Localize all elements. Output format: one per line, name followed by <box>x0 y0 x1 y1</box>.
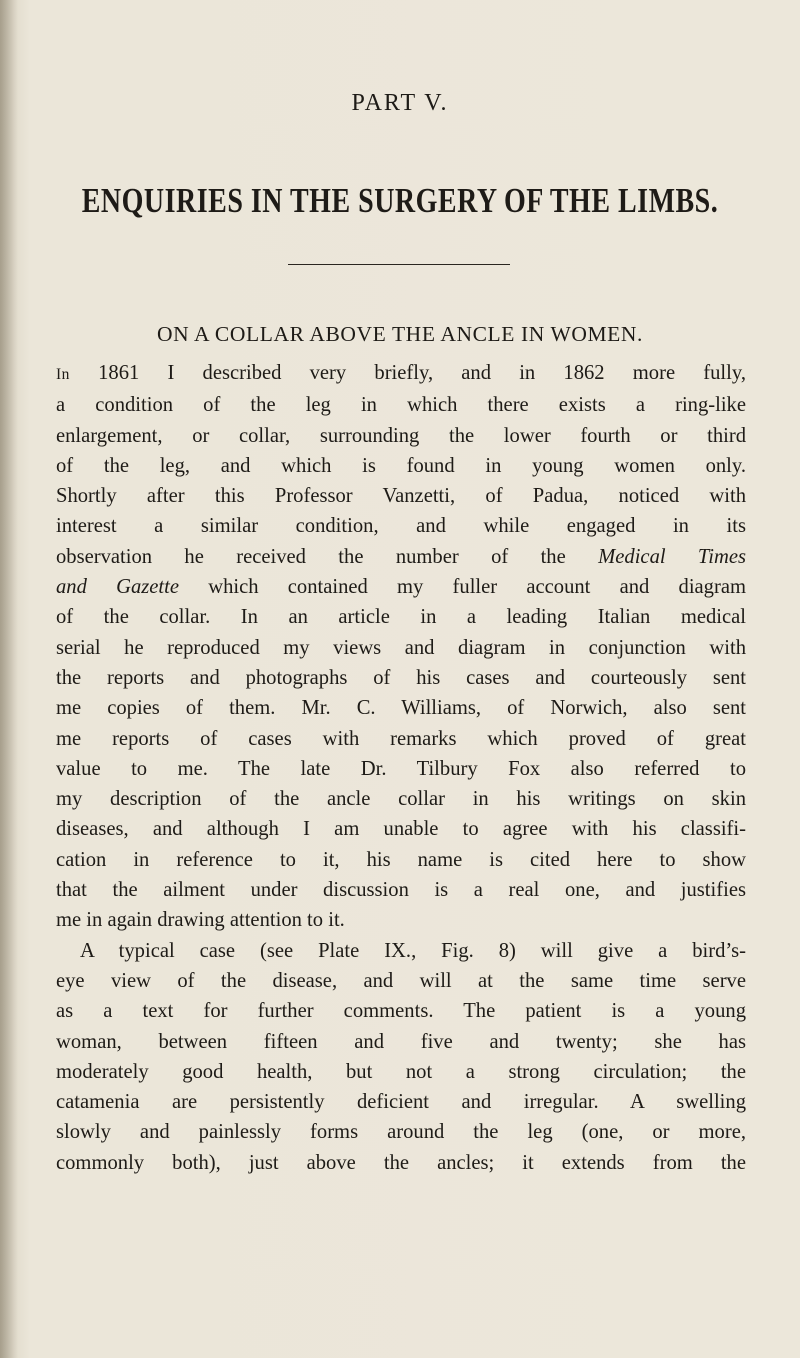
text-line: the reports and photographs of his cases and courteously sent <box>56 666 746 689</box>
text-line: In 1861 I described very briefly, and in 1862 more fully, <box>56 362 746 384</box>
text-line: as a text for further comments. The patient is a young <box>56 1000 746 1023</box>
body-text <box>56 358 746 1178</box>
text-line: slowly and painlessly forms around the leg (one, or more, <box>56 1121 746 1144</box>
text-line: and Gazette which contained my fuller account and diagram <box>56 576 746 599</box>
title-divider-rule <box>288 264 510 265</box>
text-line: that the ailment under discussion is a real one, and justifies <box>56 879 746 902</box>
text-line: moderately good health, but not a strong circulation; the <box>56 1060 746 1083</box>
article-title: ON A COLLAR ABOVE THE ANCLE IN WOMEN. <box>156 322 644 346</box>
text-line: observation he received the number of the Medical Times <box>56 545 746 568</box>
drop-word: In <box>56 366 70 383</box>
text-line: woman, between fifteen and five and twenty; she has <box>56 1030 746 1053</box>
text-line: Shortly after this Professor Vanzetti, of Padua, noticed with <box>56 485 746 508</box>
text-line: enlargement, or collar, surrounding the lower fourth or third <box>56 424 746 447</box>
italic-title: and <box>56 576 87 599</box>
text-line: catamenia are persistently deficient and irregular. A swelling <box>56 1091 746 1114</box>
text-line: interest a similar condition, and while engaged in its <box>56 515 746 538</box>
text-line: me reports of cases with remarks which proved of great <box>56 727 746 750</box>
text-line: cation in reference to it, his name is cited here to show <box>56 848 746 871</box>
italic-title: Medical Times <box>598 545 746 568</box>
text-line: me in again drawing attention to it. <box>56 909 345 932</box>
part-heading: PART V. <box>351 90 449 116</box>
text-line: diseases, and although I am unable to agree with his classifi- <box>56 818 746 841</box>
text-line: of the collar. In an article in a leading Italian medical <box>56 606 746 629</box>
text-line: a condition of the leg in which there exists a ring-like <box>56 394 746 417</box>
text-line: me copies of them. Mr. C. Williams, of Norwich, also sent <box>56 697 746 720</box>
text-line: commonly both), just above the ancles; it extends from the <box>56 1151 746 1174</box>
text-line: serial he reproduced my views and diagram in conjunction with <box>56 636 746 659</box>
italic-title: Gazette <box>116 576 180 599</box>
text-line: of the leg, and which is found in young women only. <box>56 454 746 477</box>
text-line: value to me. The late Dr. Tilbury Fox also referred to <box>56 757 746 780</box>
section-title: ENQUIRIES IN THE SURGERY OF THE LIMBS. <box>81 182 719 221</box>
text-line: A typical case (see Plate IX., Fig. 8) will give a bird’s- <box>80 939 746 962</box>
text-line: eye view of the disease, and will at the same time serve <box>56 969 746 992</box>
text-line: my description of the ancle collar in his writings on skin <box>56 788 746 811</box>
